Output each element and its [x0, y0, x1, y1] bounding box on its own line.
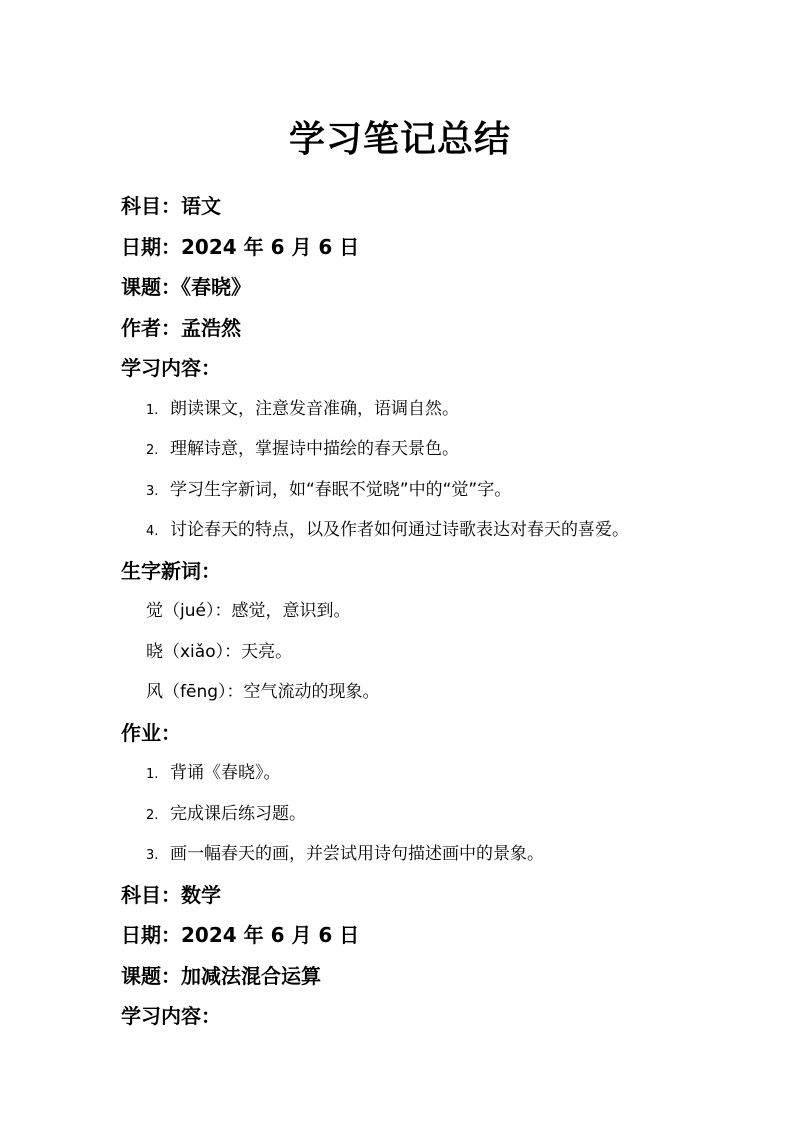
list-number: 3.	[146, 848, 159, 863]
author-label: 作者：孟浩然	[121, 315, 241, 340]
date-label: 日期：2024 年 6 月 6 日	[121, 234, 360, 259]
vocab-item: 觉（jué）：感觉，意识到。	[146, 601, 351, 621]
list-number: 1.	[146, 767, 159, 782]
list-text: 画一幅春天的画，并尝试用诗句描述画中的景象。	[170, 844, 544, 864]
list-text: 学习生字新词，如“春眠不觉晓”中的“觉”字。	[170, 479, 512, 500]
list-item	[121, 470, 741, 511]
homework-heading: 作业：	[121, 720, 181, 745]
vocab-item: 风（fēng）：空气流动的现象。	[146, 682, 380, 702]
list-item	[121, 753, 741, 794]
date-label: 日期：2024 年 6 月 6 日	[121, 923, 360, 947]
vocab-item: 晓（xiǎo）：天亮。	[146, 641, 293, 662]
list-item	[121, 510, 741, 551]
list-text: 完成课后练习题。	[170, 803, 306, 824]
subject-label: 科目：语文	[121, 194, 221, 218]
list-item	[121, 834, 741, 875]
list-number: 1.	[146, 402, 159, 418]
list-item	[121, 389, 741, 430]
list-number: 3.	[146, 483, 159, 499]
subject-label: 科目：数学	[121, 882, 221, 907]
list-number: 4.	[146, 524, 159, 539]
list-number: 2.	[146, 443, 159, 458]
list-text: 背诵《春晓》。	[170, 763, 281, 783]
list-item	[121, 794, 741, 835]
page-title: 学习笔记总结	[288, 119, 511, 160]
list-number: 2.	[146, 807, 159, 823]
list-text: 理解诗意，掌握诗中描绘的春天景色。	[170, 439, 459, 459]
list-text: 朗读课文，注意发音准确，语调自然。	[170, 398, 459, 419]
content-heading: 学习内容：	[121, 1004, 221, 1028]
topic-label: 课题：《春晓》	[121, 275, 251, 299]
vocab-heading: 生字新词：	[121, 558, 221, 583]
notes-content	[121, 186, 741, 1037]
list-text: 讨论春天的特点，以及作者如何通过诗歌表达对春天的喜爱。	[170, 520, 629, 540]
list-item	[121, 429, 741, 470]
content-heading: 学习内容：	[121, 356, 221, 380]
topic-label: 课题：加减法混合运算	[121, 963, 321, 988]
